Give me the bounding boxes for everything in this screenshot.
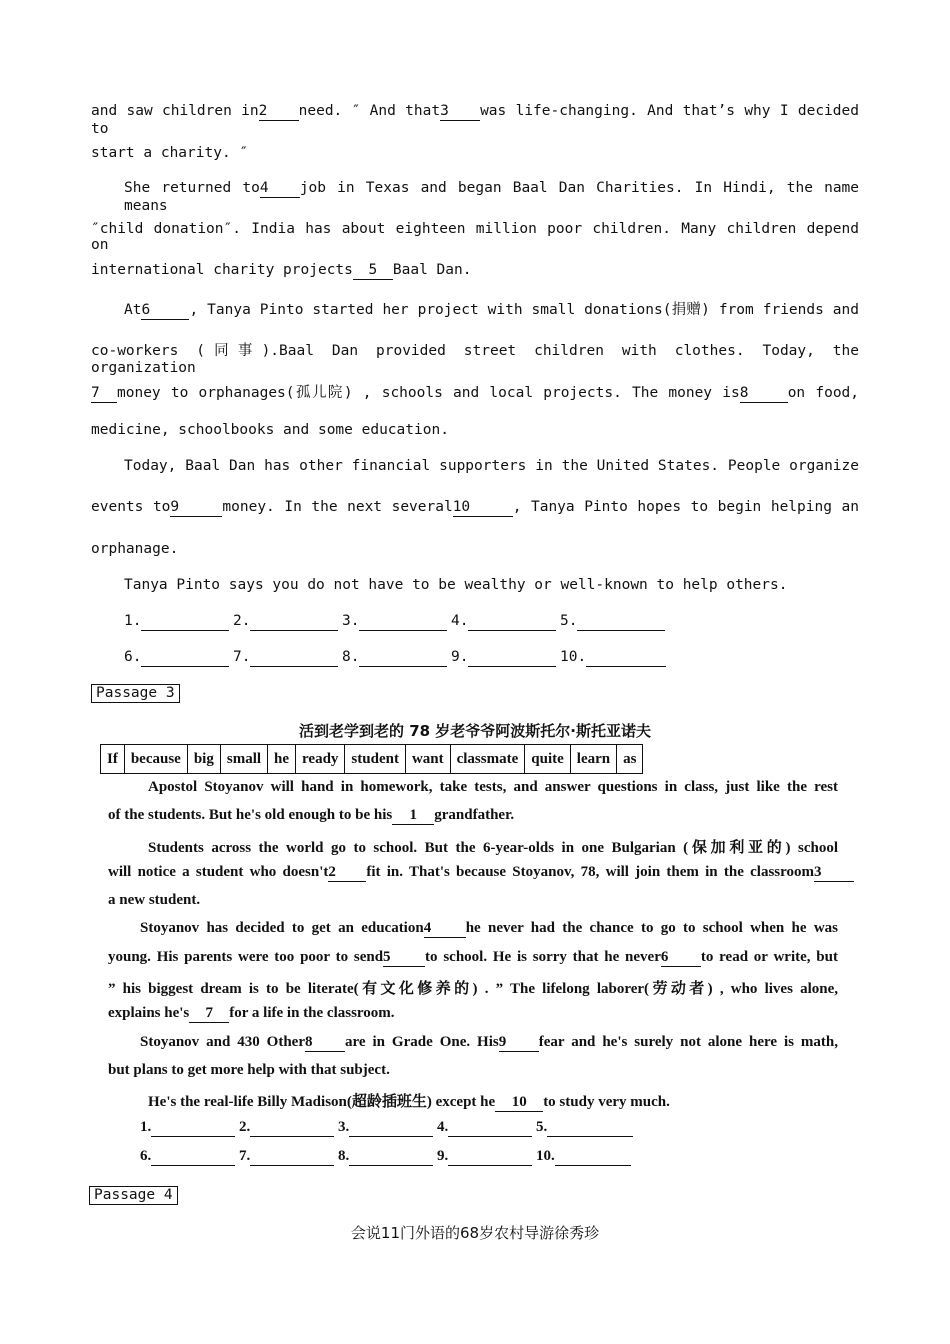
p3-blank-4[interactable]: 4 xyxy=(424,920,466,938)
blank-3[interactable]: 3 xyxy=(440,104,480,121)
p3-answers-row-2: 6. 7. 8. 9. 10. xyxy=(140,1148,635,1166)
word-bank-item: big xyxy=(187,745,220,774)
answer-blank[interactable] xyxy=(250,614,338,631)
word-bank-item: want xyxy=(405,745,450,774)
answer-blank[interactable] xyxy=(586,650,666,667)
p2-line-6: At6 , Tanya Pinto started her project with small donations(捐赠) from friends and xyxy=(124,302,859,318)
word-bank-item: student xyxy=(345,745,406,774)
p3-line-4: will notice a student who doesn't2 fit in. That's because Stoyanov, 78, will join them in the classroom3 xyxy=(108,864,854,882)
word-bank-item: he xyxy=(268,745,296,774)
p3-line-10: Stoyanov and 430 Other8 are in Grade One. His9 fear and he's surely not alone here is math, xyxy=(140,1034,838,1050)
word-bank-item: quite xyxy=(525,745,571,774)
answer-blank[interactable] xyxy=(468,650,556,667)
p2-line-7: co-workers (同事).Baal Dan provided street children with clothes. Today, the organization xyxy=(91,343,859,376)
answer-blank[interactable] xyxy=(547,1119,633,1137)
p2-line-2: start a charity. ″ xyxy=(91,145,249,161)
p2-line-8: 7 money to orphanages(孤儿院) , schools and local projects. The money is8 on food, xyxy=(91,385,860,401)
p3-blank-3[interactable]: 3 xyxy=(814,864,854,882)
word-bank-item: because xyxy=(124,745,187,774)
p2-line-4: ″child donation″. India has about eighteen million poor children. Many children depend on xyxy=(91,221,859,253)
word-bank-item: as xyxy=(617,745,643,774)
blank-5[interactable]: 5 xyxy=(353,263,393,280)
p3-line-7: young. His parents were too poor to send5 to school. He is sorry that he never6 to read or write, but xyxy=(108,949,838,965)
word-bank-item: learn xyxy=(570,745,616,774)
word-bank-item: small xyxy=(220,745,267,774)
p3-line-8: ” his biggest dream is to be literate(有文化修养的) . ” The lifelong laborer(劳动者) , who lives alone, xyxy=(108,981,838,997)
passage-3-title: 活到老学到老的 78 岁老爷爷阿波斯托尔·斯托亚诺夫 xyxy=(298,722,652,740)
answer-blank[interactable] xyxy=(141,650,229,667)
answer-blank[interactable] xyxy=(141,614,229,631)
word-bank-item: ready xyxy=(296,745,345,774)
p3-line-1: Apostol Stoyanov will hand in homework, take tests, and answer questions in class, just like the rest xyxy=(148,779,838,795)
p2-line-1: and saw children in2 need. ″ And that3 was life-changing. And that’s why I decided to xyxy=(91,103,859,137)
passage-4-label: Passage 4 xyxy=(89,1186,178,1205)
blank-6[interactable]: 6 xyxy=(141,303,189,320)
p3-line-5: a new student. xyxy=(108,892,201,908)
answer-blank[interactable] xyxy=(250,1148,334,1166)
blank-2[interactable]: 2 xyxy=(259,104,299,121)
answer-blank[interactable] xyxy=(555,1148,631,1166)
word-bank-item: If xyxy=(101,745,125,774)
answer-blank[interactable] xyxy=(151,1119,235,1137)
p2-answers-row-2: 6. 7. 8. 9. 10. xyxy=(124,649,669,667)
p3-blank-6[interactable]: 6 xyxy=(661,949,701,967)
word-bank-item: classmate xyxy=(450,745,525,774)
passage-3-label: Passage 3 xyxy=(91,684,180,703)
answer-blank[interactable] xyxy=(250,650,338,667)
blank-4[interactable]: 4 xyxy=(260,181,300,198)
answer-blank[interactable] xyxy=(468,614,556,631)
p2-line-9: medicine, schoolbooks and some education. xyxy=(91,422,449,438)
answer-blank[interactable] xyxy=(250,1119,334,1137)
p2-line-12: orphanage. xyxy=(91,541,179,557)
answer-blank[interactable] xyxy=(349,1119,433,1137)
p3-blank-1[interactable]: 1 xyxy=(392,807,434,825)
blank-7[interactable]: 7 xyxy=(91,386,117,403)
p2-line-11: events to9 money. In the next several10 , Tanya Pinto hopes to begin helping an xyxy=(91,499,859,515)
answer-blank[interactable] xyxy=(359,650,447,667)
blank-8[interactable]: 8 xyxy=(740,386,788,403)
blank-10[interactable]: 10 xyxy=(453,500,513,517)
answer-blank[interactable] xyxy=(349,1148,433,1166)
p3-line-6: Stoyanov has decided to get an education4 he never had the chance to go to school when he was xyxy=(140,920,838,936)
answer-blank[interactable] xyxy=(151,1148,235,1166)
p3-line-9: explains he's 7 for a life in the classroom. xyxy=(108,1005,395,1021)
p3-line-12: He's the real-life Billy Madison(超龄插班生) except he 10 to study very much. xyxy=(148,1094,670,1110)
p3-blank-7[interactable]: 7 xyxy=(189,1005,229,1023)
p3-line-3: Students across the world go to school. But the 6-year-olds in one Bulgarian (保加利亚的) school xyxy=(148,840,838,856)
p3-blank-10[interactable]: 10 xyxy=(495,1094,543,1112)
p2-answers-row-1: 1. 2. 3. 4. 5. xyxy=(124,613,669,631)
p2-line-3: She returned to4 job in Texas and began Baal Dan Charities. In Hindi, the name means xyxy=(124,180,860,214)
p2-line-10: Today, Baal Dan has other financial supporters in the United States. People organize xyxy=(124,458,859,474)
p2-line-5: international charity projects 5 Baal Dan. xyxy=(91,262,472,278)
answer-blank[interactable] xyxy=(359,614,447,631)
p3-blank-8[interactable]: 8 xyxy=(305,1034,345,1052)
passage-4-title: 会说11门外语的68岁农村导游徐秀珍 xyxy=(350,1224,600,1242)
answer-blank[interactable] xyxy=(577,614,665,631)
word-bank xyxy=(100,744,643,774)
p3-blank-2[interactable]: 2 xyxy=(328,864,366,882)
p3-line-11: but plans to get more help with that subject. xyxy=(108,1062,390,1078)
answer-blank[interactable] xyxy=(448,1119,532,1137)
p3-blank-5[interactable]: 5 xyxy=(383,949,425,967)
answer-blank[interactable] xyxy=(448,1148,532,1166)
p3-blank-9[interactable]: 9 xyxy=(499,1034,539,1052)
p2-line-13: Tanya Pinto says you do not have to be wealthy or well-known to help others. xyxy=(124,577,788,593)
p3-answers-row-1: 1. 2. 3. 4. 5. xyxy=(140,1119,635,1137)
blank-9[interactable]: 9 xyxy=(170,500,222,517)
p3-line-2: of the students. But he's old enough to be his 1 grandfather. xyxy=(108,807,515,823)
